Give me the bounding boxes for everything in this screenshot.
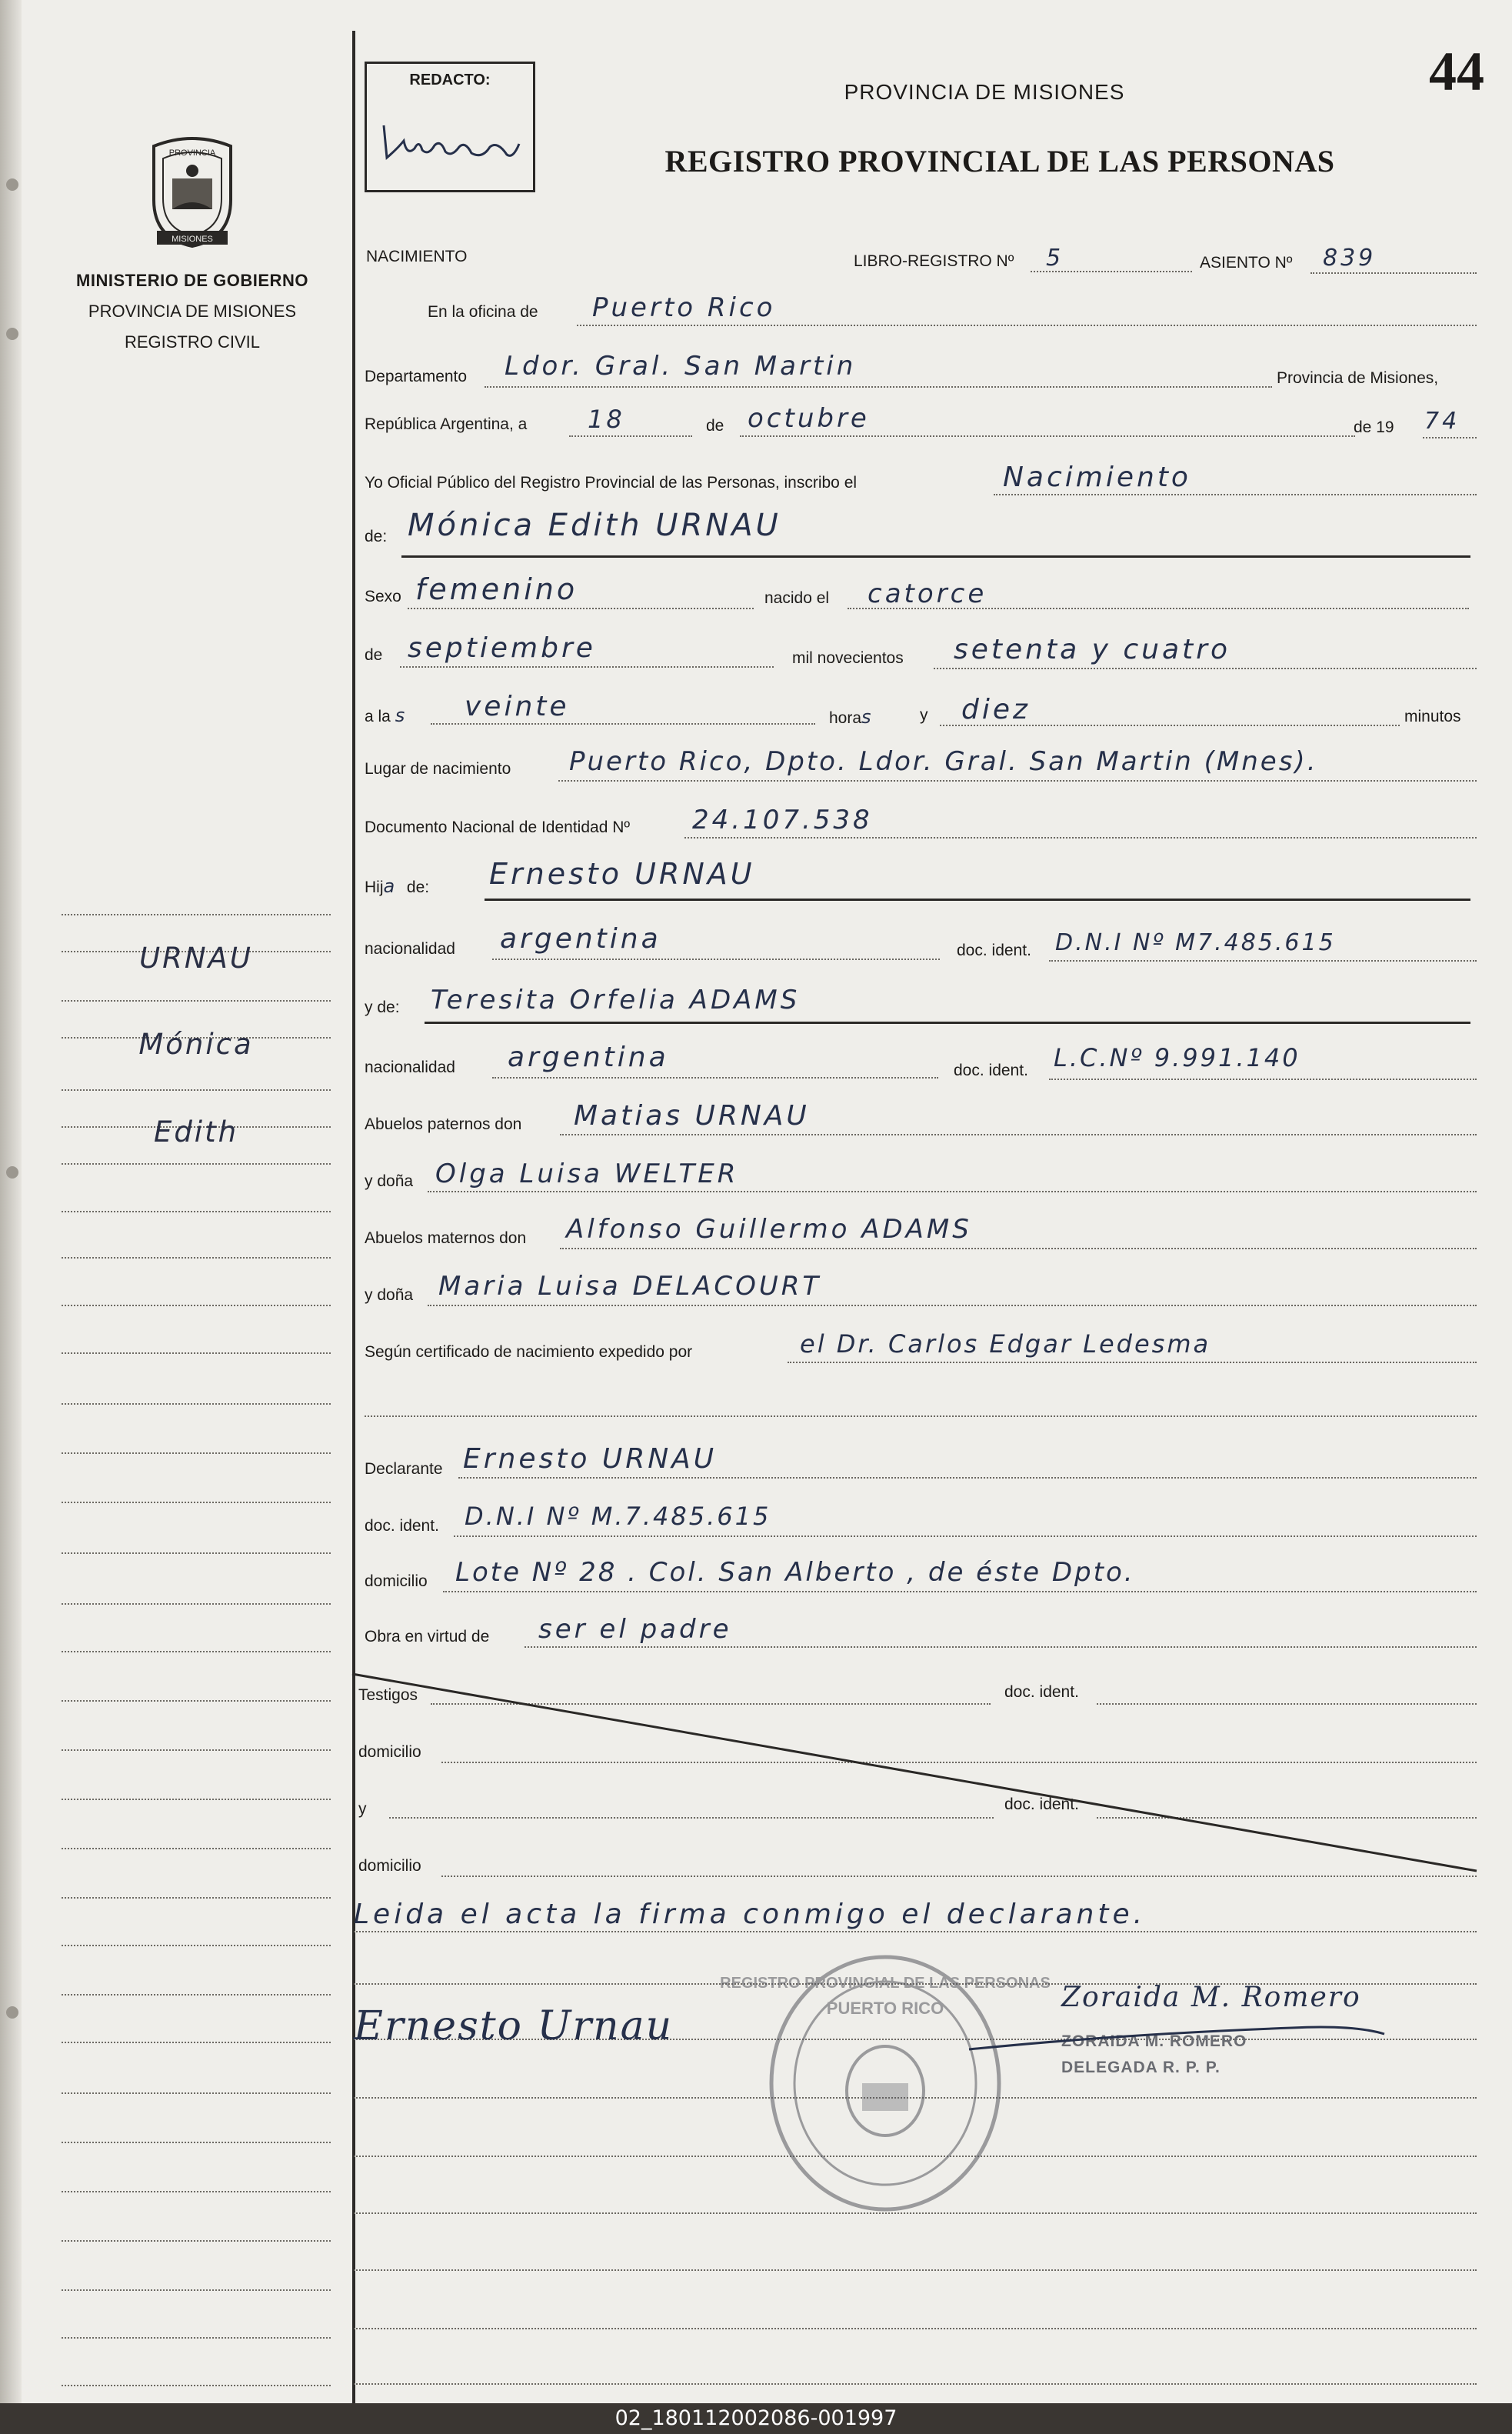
a-las-text: a la xyxy=(365,708,391,725)
oficial-statement: Yo Oficial Público del Registro Provincial de las Personas, inscribo el xyxy=(365,474,858,492)
madre-nacionalidad-value: argentina xyxy=(508,1042,669,1073)
minutos-value: diez xyxy=(961,694,1031,725)
dotted-line xyxy=(1049,960,1477,962)
margin-ruled-line xyxy=(62,1848,331,1849)
mil-label: mil novecientos xyxy=(792,649,904,667)
dotted-line xyxy=(1311,272,1477,274)
ruled-line xyxy=(354,2383,1477,2385)
de-nombre-label: de: xyxy=(365,528,388,545)
leida-statement: Leida el acta la firma conmigo el declarante. xyxy=(354,1899,1147,1930)
margin-ruled-line xyxy=(62,1502,331,1503)
oficial-signature: Zoraida M. Romero xyxy=(1061,1982,1361,2013)
stamp-city: PUERTO RICO xyxy=(826,1999,944,2018)
abuelo-paterno-value: Matias URNAU xyxy=(574,1100,810,1132)
left-header xyxy=(46,131,338,363)
testigo-y-label: y xyxy=(358,1800,367,1818)
emblem-top-text: PROVINCIA xyxy=(168,148,216,158)
abuela-materna-value: Maria Luisa DELACOURT xyxy=(438,1271,822,1302)
testigo-doc2-label: doc. ident. xyxy=(1004,1795,1079,1813)
dotted-line xyxy=(458,1477,1477,1479)
obra-label: Obra en virtud de xyxy=(365,1628,490,1645)
binding-hole xyxy=(6,2006,18,2019)
name-underline xyxy=(401,555,1470,558)
dni-value: 24.107.538 xyxy=(692,805,873,835)
y-label: y xyxy=(920,706,928,724)
margin-ruled-line xyxy=(62,1403,331,1405)
margin-ruled-line xyxy=(62,1163,331,1165)
margin-ruled-line xyxy=(62,914,331,915)
padre-nacionalidad-value: argentina xyxy=(500,923,661,955)
abuelos-maternos-label: Abuelos maternos don xyxy=(365,1229,527,1247)
official-stamp-icon xyxy=(720,1952,1051,2214)
margin-ruled-line xyxy=(62,1603,331,1605)
dotted-line xyxy=(934,668,1477,669)
anio-value: 74 xyxy=(1424,408,1460,435)
lugar-value: Puerto Rico, Dpto. Ldor. Gral. San Martin (Mnes). xyxy=(569,746,1318,777)
margin-ruled-line xyxy=(62,1945,331,1946)
madre-doc-value: L.C.Nº 9.991.140 xyxy=(1054,1043,1301,1072)
dotted-line xyxy=(443,1591,1477,1592)
dotted-line xyxy=(428,1191,1477,1192)
oficina-value: Puerto Rico xyxy=(592,292,776,323)
margin-ruled-line xyxy=(62,2142,331,2143)
redacto-signature-icon xyxy=(375,110,528,172)
declarante-value: Ernesto URNAU xyxy=(463,1443,718,1475)
page-number: 44 xyxy=(1429,41,1484,102)
binding-hole xyxy=(6,178,18,191)
abuelo-materno-value: Alfonso Guillermo ADAMS xyxy=(566,1214,972,1245)
lugar-label: Lugar de nacimiento xyxy=(365,760,511,778)
margin-ruled-line xyxy=(62,2092,331,2094)
republica-label: República Argentina, a xyxy=(365,415,528,433)
minutos-label: minutos xyxy=(1404,708,1461,725)
testigo-domicilio2-label: domicilio xyxy=(358,1857,421,1875)
dia-value: 18 xyxy=(588,405,625,434)
binding-hole xyxy=(6,1166,18,1179)
margin-ruled-line xyxy=(62,2240,331,2242)
libro-label: LIBRO-REGISTRO Nº xyxy=(854,252,1014,270)
padre-doc-label: doc. ident. xyxy=(957,942,1031,959)
padre-nacionalidad-label: nacionalidad xyxy=(365,940,455,958)
redacto-label: REDACTO: xyxy=(409,72,491,88)
declarante-doc-label: doc. ident. xyxy=(365,1517,439,1535)
record-type-label: NACIMIENTO xyxy=(366,248,468,265)
ruled-line xyxy=(354,2328,1477,2329)
padre-doc-value: D.N.I Nº M7.485.615 xyxy=(1055,929,1336,956)
margin-ruled-line xyxy=(62,1452,331,1454)
margin-name: Mónica xyxy=(138,1028,254,1061)
dotted-line xyxy=(485,386,1272,388)
dotted-line xyxy=(569,435,692,437)
y-dona-label: y doña xyxy=(365,1172,414,1190)
hora-text: hora xyxy=(829,709,862,727)
margin-ruled-line xyxy=(62,1799,331,1800)
declarante-label: Declarante xyxy=(365,1460,443,1478)
madre-name: Teresita Orfelia ADAMS xyxy=(431,985,801,1015)
mes-nac-value: septiembre xyxy=(408,632,596,664)
dotted-line xyxy=(408,608,754,609)
nacido-label: nacido el xyxy=(764,589,830,607)
margin-ruled-line xyxy=(62,1700,331,1702)
testigo-domicilio-label: domicilio xyxy=(358,1743,421,1761)
dotted-line xyxy=(577,325,1477,326)
libro-value: 5 xyxy=(1046,245,1064,272)
dotted-line xyxy=(1423,437,1477,438)
margin-ruled-line xyxy=(62,2191,331,2192)
a-las-s: s xyxy=(395,705,408,726)
mes-value: octubre xyxy=(748,403,870,434)
dotted-line xyxy=(1049,1079,1477,1080)
margin-ruled-line xyxy=(62,1651,331,1652)
dotted-line xyxy=(558,780,1477,782)
header-province: PROVINCIA DE MISIONES xyxy=(844,80,1125,104)
segun-value: el Dr. Carlos Edgar Ledesma xyxy=(800,1329,1211,1359)
anio-nac-value: setenta y cuatro xyxy=(954,634,1231,665)
madre-doc-label: doc. ident. xyxy=(954,1062,1028,1079)
image-identifier: 02_180112002086-001997 xyxy=(0,2403,1512,2434)
dotted-line xyxy=(788,1362,1477,1363)
abuelos-paternos-label: Abuelos paternos don xyxy=(365,1115,522,1133)
margin-name: Edith xyxy=(153,1115,239,1149)
declarante-doc-value: D.N.I Nº M.7.485.615 xyxy=(465,1502,771,1531)
signature-role: DELEGADA R. P. P. xyxy=(1061,2059,1221,2076)
margin-ruled-line xyxy=(62,1257,331,1259)
de-padre-text: de: xyxy=(406,879,430,896)
declarante-signature: Ernesto Urnau xyxy=(354,2003,674,2049)
emblem-bottom-text: MISIONES xyxy=(172,235,213,244)
margin-ruled-line xyxy=(62,2385,331,2386)
de-mes-label: de xyxy=(365,646,383,664)
testigos-label: Testigos xyxy=(358,1686,418,1704)
hij-label xyxy=(365,875,429,897)
hora-value: veinte xyxy=(465,691,570,722)
dotted-line xyxy=(740,435,1355,437)
sexo-label: Sexo xyxy=(365,588,401,605)
stamp-text: REGISTRO PROVINCIAL DE LAS PERSONAS xyxy=(720,1975,1051,1992)
dotted-line xyxy=(560,1248,1477,1249)
dotted-line xyxy=(560,1134,1477,1135)
dotted-line xyxy=(994,494,1477,495)
province-label: PROVINCIA DE MISIONES xyxy=(88,302,297,321)
margin-ruled-line xyxy=(62,1897,331,1899)
registry-label: REGISTRO CIVIL xyxy=(124,332,261,352)
segun-label: Según certificado de nacimiento expedido por xyxy=(365,1343,693,1361)
dotted-line xyxy=(400,666,774,668)
margin-ruled-line xyxy=(62,1305,331,1306)
abuela-paterna-value: Olga Luisa WELTER xyxy=(435,1159,739,1189)
margin-ruled-line xyxy=(62,1089,331,1091)
dotted-line xyxy=(428,1305,1477,1306)
margin-ruled-line xyxy=(62,1552,331,1554)
coat-of-arms-icon xyxy=(138,131,246,254)
oficina-label: En la oficina de xyxy=(428,303,538,321)
y-dona-label: y doña xyxy=(365,1286,414,1304)
dotted-line xyxy=(431,723,815,725)
dotted-line xyxy=(365,1415,1477,1417)
margin-ruled-line xyxy=(62,2042,331,2043)
departamento-value: Ldor. Gral. San Martin xyxy=(505,351,857,382)
padre-name: Ernesto URNAU xyxy=(489,857,755,891)
signature-stroke xyxy=(969,2008,1400,2054)
provincia-suffix: Provincia de Misiones, xyxy=(1277,369,1439,387)
child-name: Mónica Edith URNAU xyxy=(408,508,781,543)
ruled-line xyxy=(354,2269,1477,2271)
ministry-label: MINISTERIO DE GOBIERNO xyxy=(76,271,308,290)
dotted-line xyxy=(525,1646,1477,1648)
margin-name: URNAU xyxy=(139,942,253,975)
dotted-line xyxy=(492,959,940,960)
margin-ruled-line xyxy=(62,2337,331,2339)
acto-value: Nacimiento xyxy=(1003,462,1191,493)
margin-ruled-line xyxy=(62,1994,331,1996)
padre-underline xyxy=(485,899,1470,901)
de-label: de xyxy=(706,417,724,435)
hora-s: s xyxy=(861,706,874,728)
madre-underline xyxy=(425,1022,1470,1024)
signature-name: ZORAIDA M. ROMERO xyxy=(1061,2032,1247,2050)
dotted-line xyxy=(454,1535,1477,1537)
page-binding xyxy=(0,0,22,2403)
margin-ruled-line xyxy=(62,1749,331,1751)
hij-text: Hij xyxy=(365,879,384,896)
binding-hole xyxy=(6,328,18,340)
redacto-box xyxy=(365,62,535,192)
a-las-label xyxy=(365,705,408,726)
domicilio-value: Lote Nº 28 . Col. San Alberto , de éste Dpto. xyxy=(455,1557,1135,1588)
hora-label xyxy=(829,706,874,728)
asiento-label: ASIENTO Nº xyxy=(1200,254,1293,272)
dotted-line xyxy=(354,1931,1477,1932)
dotted-line xyxy=(684,837,1477,839)
margin-ruled-line xyxy=(62,1211,331,1212)
y-de-label: y de: xyxy=(365,999,400,1016)
obra-value: ser el padre xyxy=(538,1614,732,1645)
margin-ruled-line xyxy=(62,1352,331,1354)
testigo-doc-label: doc. ident. xyxy=(1004,1683,1079,1701)
asiento-value: 839 xyxy=(1323,245,1377,272)
hij-suffix: a xyxy=(383,875,398,897)
sexo-value: femenino xyxy=(415,572,578,606)
margin-ruled-line xyxy=(62,1000,331,1002)
page-title: REGISTRO PROVINCIAL DE LAS PERSONAS xyxy=(664,144,1335,178)
dotted-line xyxy=(492,1077,938,1079)
dia-nac-value: catorce xyxy=(868,578,987,609)
margin-ruled-line xyxy=(62,2289,331,2291)
departamento-label: Departamento xyxy=(365,368,468,385)
cancel-strike-line xyxy=(352,1669,1506,1900)
anio-label: de 19 xyxy=(1354,418,1394,436)
madre-nacionalidad-label: nacionalidad xyxy=(365,1059,455,1076)
dni-label: Documento Nacional de Identidad Nº xyxy=(365,819,631,836)
domicilio-label: domicilio xyxy=(365,1572,428,1590)
